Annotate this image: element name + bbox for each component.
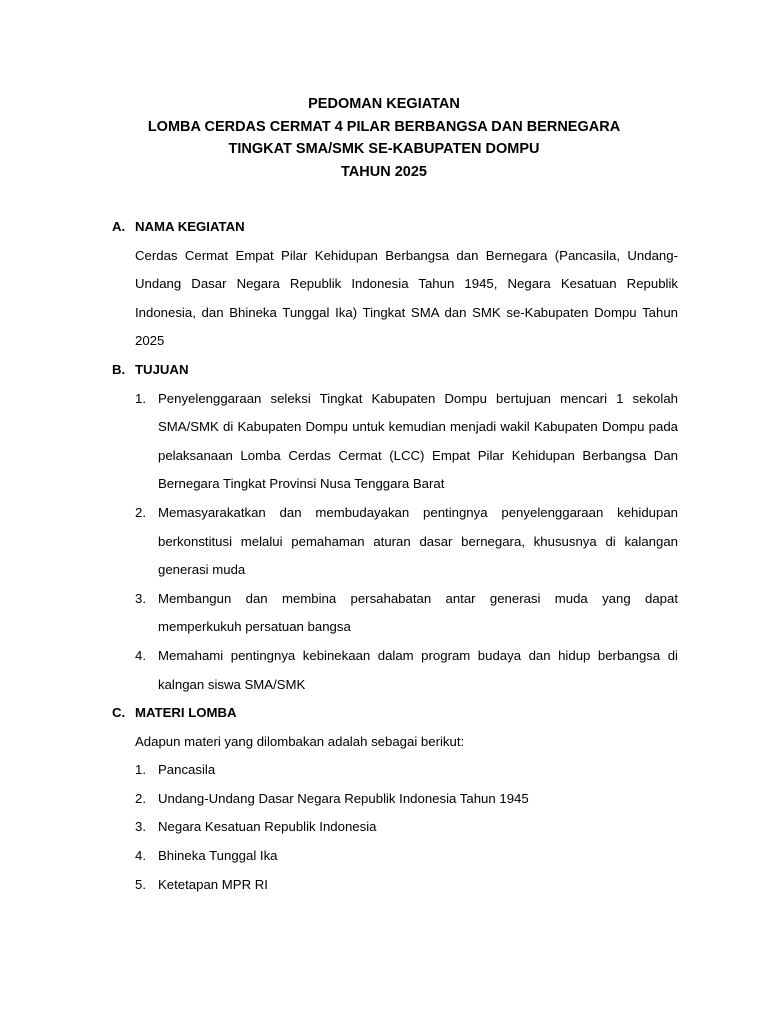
section-letter: B. xyxy=(112,361,126,377)
list-text: Membangun dan membina persahabatan antar generasi muda yang dapat memperkukuh persatuan bangsa xyxy=(158,590,678,635)
list-item xyxy=(135,385,678,499)
section-paragraph: Cerdas Cermat Empat Pilar Kehidupan Berbangsa dan Bernegara (Pancasila, Undang-Undang Dasar Negara Republik Indonesia Tahun 1945, Negara Kesatuan Republik Indonesia, dan Bhineka Tunggal Ika) Tingkat SMA dan SMK se-Kabupaten Dompu Tahun 2025 xyxy=(135,247,678,349)
section-tujuan xyxy=(112,356,678,699)
list-text: Penyelenggaraan seleksi Tingkat Kabupaten Dompu bertujuan mencari 1 sekolah SMA/SMK di Kabupaten Dompu untuk kemudian menjadi wakil Kabupaten Dompu pada pelaksanaan Lomba Cerdas Cermat (LCC) Empat Pilar Kehidupan Berbangsa Dan Bernegara Tingkat Provinsi Nusa Tenggara Barat xyxy=(158,390,678,492)
list-number: 2. xyxy=(135,790,146,806)
materi-list xyxy=(135,756,678,899)
list-number: 4. xyxy=(135,647,146,663)
section-title: MATERI LOMBA xyxy=(135,705,237,721)
list-text: Bhineka Tunggal Ika xyxy=(158,848,278,864)
list-text: Memasyarakatkan dan membudayakan pentingnya penyelenggaraan kehidupan berkonstitusi melalui pemahaman aturan dasar bernegara, khususnya di kalangan generasi muda xyxy=(158,504,678,578)
list-text: Undang-Undang Dasar Negara Republik Indonesia Tahun 1945 xyxy=(158,790,529,806)
tujuan-list xyxy=(135,385,678,700)
list-number: 1. xyxy=(135,762,146,778)
document-title xyxy=(0,93,768,183)
list-text: Ketetapan MPR RI xyxy=(158,876,268,892)
list-item xyxy=(135,585,678,642)
list-number: 2. xyxy=(135,504,146,520)
list-item xyxy=(135,842,678,871)
list-item xyxy=(135,642,678,699)
section-heading xyxy=(112,699,678,728)
list-number: 4. xyxy=(135,848,146,864)
title-line-3: TINGKAT SMA/SMK SE-KABUPATEN DOMPU xyxy=(228,141,540,157)
section-title: NAMA KEGIATAN xyxy=(135,219,245,234)
list-item xyxy=(135,785,678,814)
list-item xyxy=(135,499,678,585)
list-number: 3. xyxy=(135,819,146,835)
section-materi-lomba xyxy=(112,699,678,899)
list-number: 3. xyxy=(135,590,146,606)
list-item xyxy=(135,756,678,785)
section-heading xyxy=(112,213,678,242)
title-line-2: LOMBA CERDAS CERMAT 4 PILAR BERBANGSA DAN BERNEGARA xyxy=(147,118,621,135)
section-nama-kegiatan xyxy=(112,213,678,356)
list-number: 1. xyxy=(135,390,146,406)
list-text: Memahami pentingnya kebinekaan dalam program budaya dan hidup berbangsa di kalngan siswa SMA/SMK xyxy=(158,647,678,692)
section-intro: Adapun materi yang dilombakan adalah sebagai berikut: xyxy=(135,733,465,749)
list-number: 5. xyxy=(135,876,146,892)
list-item xyxy=(135,813,678,842)
section-letter: A. xyxy=(112,219,126,234)
section-title: TUJUAN xyxy=(135,361,189,377)
section-letter: C. xyxy=(112,705,126,721)
document-body xyxy=(112,213,678,899)
section-heading xyxy=(112,356,678,385)
title-line-1: PEDOMAN KEGIATAN xyxy=(308,96,460,112)
list-text: Negara Kesatuan Republik Indonesia xyxy=(158,819,377,835)
list-text: Pancasila xyxy=(158,762,216,778)
title-line-4: TAHUN 2025 xyxy=(341,163,427,180)
list-item xyxy=(135,871,678,900)
